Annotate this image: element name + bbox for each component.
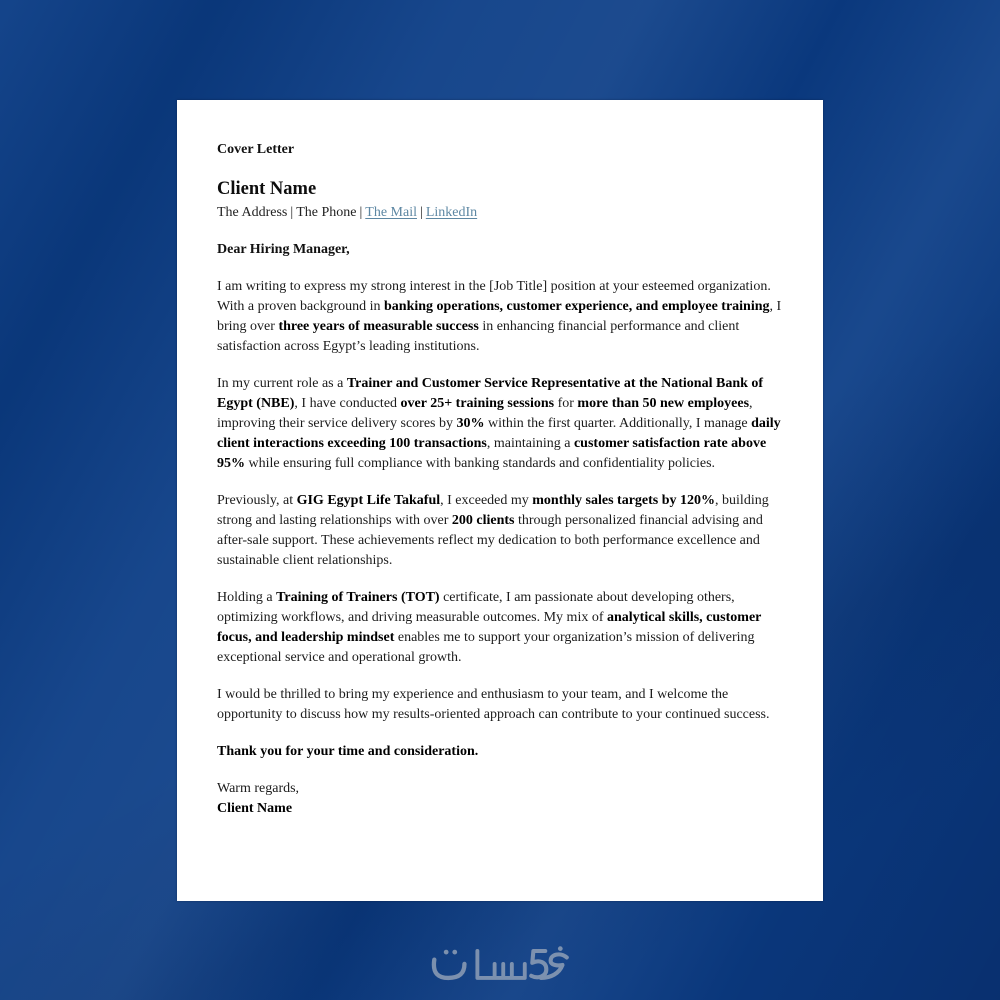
- khah-dot: [558, 946, 563, 951]
- contact-separator: |: [290, 205, 294, 220]
- text-run: , I bring over: [217, 299, 782, 334]
- letter-body: [217, 277, 783, 762]
- text-run: through personalized financial advising and after-sale support. These achievements reflect my dedication to both performance excellence and sustainable client relationships.: [217, 513, 763, 568]
- signoff-block: [217, 779, 783, 819]
- text-run: , maintaining a: [486, 436, 574, 451]
- text-run: I would be thrilled to bring my experience and enthusiasm to your team, and I welcome the opportunity to discuss how my results-oriented approach can contribute to your continued success.: [217, 687, 770, 722]
- text-run: Holding a: [217, 590, 277, 605]
- text-run: within the first quarter. Additionally, I manage: [484, 416, 752, 431]
- contact-phone: The Phone: [296, 205, 357, 220]
- text-run: certificate, I am passionate about developing others, optimizing workflows, and driving measurable outcomes. My mix of: [217, 590, 735, 625]
- cover-letter-page: [177, 100, 823, 901]
- bold-text-run: daily client interactions exceeding 100 transactions: [217, 416, 781, 451]
- paragraph: [217, 588, 783, 668]
- text-run: while ensuring full compliance with banking standards and confidentiality policies.: [245, 456, 716, 471]
- bold-text-run: GIG Egypt Life Takaful: [296, 493, 441, 508]
- bold-text-run: Trainer and Customer Service Representative at the National Bank of Egypt (NBE): [217, 376, 764, 411]
- bold-text-run: more than 50 new employees: [577, 396, 750, 411]
- text-run: , I have conducted: [294, 396, 401, 411]
- signature-name: Client Name: [217, 801, 293, 816]
- text-run: , building strong and lasting relationships with over: [217, 493, 769, 528]
- mail-link[interactable]: The Mail: [365, 205, 417, 220]
- contact-address: The Address: [217, 205, 288, 220]
- paragraph: [217, 491, 783, 571]
- text-run: enables me to support your organization’s mission of delivering exceptional service and operational growth.: [217, 630, 755, 665]
- contact-line: [217, 203, 783, 223]
- bold-text-run: 200 clients: [451, 513, 515, 528]
- client-name-heading: Client Name: [217, 179, 317, 199]
- letters-seen-alef-stroke: [477, 951, 524, 978]
- document-label: Cover Letter: [217, 142, 295, 157]
- paragraph: [217, 742, 783, 762]
- paragraph: [217, 277, 783, 357]
- text-run: , improving their service delivery scores by: [217, 396, 753, 431]
- contact-separator: |: [359, 205, 363, 220]
- bold-text-run: three years of measurable success: [278, 319, 479, 334]
- teh-dot: [444, 950, 449, 955]
- paragraph: [217, 685, 783, 725]
- digit-five-stroke: [531, 951, 546, 977]
- bold-text-run: analytical skills, customer focus, and leadership mindset: [217, 610, 762, 645]
- paragraph: [217, 374, 783, 474]
- text-run: in enhancing financial performance and client satisfaction across Egypt’s leading institutions.: [217, 319, 740, 354]
- text-run: I am writing to express my strong interest in the [Job Title] position at your esteemed organization. With a proven background in: [217, 279, 771, 314]
- letter-teh-stroke: [434, 960, 465, 978]
- bold-text-run: monthly sales targets by 120%: [532, 493, 716, 508]
- contact-separator: |: [420, 205, 423, 220]
- text-run: Previously, at: [217, 493, 297, 508]
- text-run: In my current role as a: [217, 376, 347, 391]
- text-run: , I exceeded my: [440, 493, 533, 508]
- bold-text-run: Training of Trainers (TOT): [276, 590, 440, 605]
- bold-text-run: Thank you for your time and consideration.: [217, 744, 479, 759]
- bold-text-run: over 25+ training sessions: [400, 396, 555, 411]
- bold-text-run: banking operations, customer experience, and employee training: [384, 299, 770, 314]
- khamsat-watermark-logo: [430, 942, 570, 988]
- bold-text-run: 30%: [456, 416, 485, 431]
- bold-text-run: customer satisfaction rate above 95%: [217, 436, 767, 471]
- signoff: Warm regards,: [217, 781, 300, 796]
- text-run: for: [554, 396, 578, 411]
- salutation: Dear Hiring Manager,: [217, 242, 350, 257]
- linkedin-link[interactable]: LinkedIn: [425, 205, 478, 220]
- teh-dot: [452, 950, 457, 955]
